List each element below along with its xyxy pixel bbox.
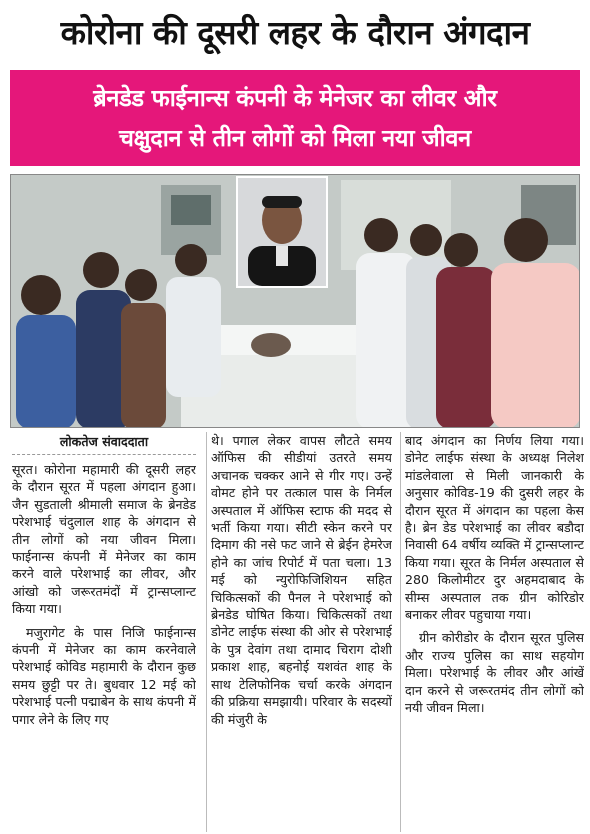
col2-paragraph-1: थे। पगाल लेकर वापस लौटते समय ऑफिस की सीडीयां उतरते समय अचानक चक्कर आने से गीर गए। उन्हें वोमट होने पर तत्काल पास के निर्मल अस्पताल में ऑफिस स्टाफ की मदद से भर्ती किया गया। सीटी स्केन करने पर दिमाग की नसे फट जाने से ब्रेईन हेमरेज होने का जांच रिपोर्ट में पता चला। 13 मई को न्युरोफिजिशियन सहित चिकित्सकों की पैनल ने परेशभाई को ब्रेनडेड घोषित किया। चिकित्सकों तथा डोनेट लाईफ संस्था की ओर से परेशभाई के पुत्र देवांग तथा दामाद चिराग दोशी प्रकाश शाह, बहनोई यशवंत शाह के साथ टेलिफोनिक चर्चा करके अंगदान की प्रक्रिया समझायी। परिवार के सदस्यों की मंजुरी के bbox=[211, 433, 392, 727]
article-column-3 bbox=[400, 432, 584, 832]
col1-paragraph-2: मजुरागेट के पास निजि फाईनान्स कंपनी में मेनेजर का काम करनेवाले परेशभाई कोविड महामारी के दौरान कुछ समय छुट्टी पर ते। बुधवार 12 मई को परेशभाई पत्नी पद्माबेन के साथ कंपनी में पगार लेने के लिए गए bbox=[12, 624, 196, 727]
col1-paragraph-1: सूरत। कोरोना महामारी की दूसरी लहर के दौरान सूरत में पहला अंगदान हुआ। जैन सुडताली श्रीमाली समाज के ब्रेनडेड परेशभाई चंदुलाल शाह के अंगदान से तीन लोगों को नया जीवन मिला। फाईनान्स कंपनी में मेनेजर का काम करने वाले परेशभाई का लीवर, और आंखो को जरूरतमंदों में ट्रान्सप्लान्ट किया गया। bbox=[12, 462, 196, 617]
col3-paragraph-1: बाद अंगदान का निर्णय लिया गया। डोनेट लाईफ संस्था के अध्यक्ष निलेश मांडलेवाला से मिली जानकारी के अनुसार कोविड-19 की दुसरी लहर के दौरान सूरत में अंगदान का पहला केस है। ब्रेन डेड परेशभाई का लीवर बडौदा निवासी 64 वर्षीय व्यक्ति में ट्रान्सप्लान्ट किया गया। सूरत के निर्मल अस्पताल से 280 किलोमीटर दुर अहमदाबाद के सीम्स अस्पताल तक ग्रीन कोरिडोर बनाकर लीवर पहुचाया गया। bbox=[405, 433, 584, 623]
inset-portrait bbox=[236, 176, 328, 288]
byline: लोकतेज संवाददाता bbox=[12, 432, 196, 455]
article-column-1 bbox=[12, 432, 196, 832]
subhead-line-2: चक्षुदान से तीन लोगों को मिला नया जीवन bbox=[119, 124, 471, 152]
col3-paragraph-2: ग्रीन कोरीडोर के दौरान सूरत पुलिस और राज्य पुलिस का साथ सहयोग मिला। परेशभाई के लीवर और आंखें दान करने से जरूरतमंद तीन लोगों को नयी जीवन मिला। bbox=[405, 630, 584, 716]
article-column-2 bbox=[206, 432, 392, 832]
subhead-line-1: ब्रेनडेड फाईनान्स कंपनी के मेनेजर का लीवर और bbox=[93, 84, 497, 112]
headline: कोरोना की दूसरी लहर के दौरान अंगदान bbox=[60, 13, 530, 52]
subhead-banner bbox=[10, 70, 580, 166]
